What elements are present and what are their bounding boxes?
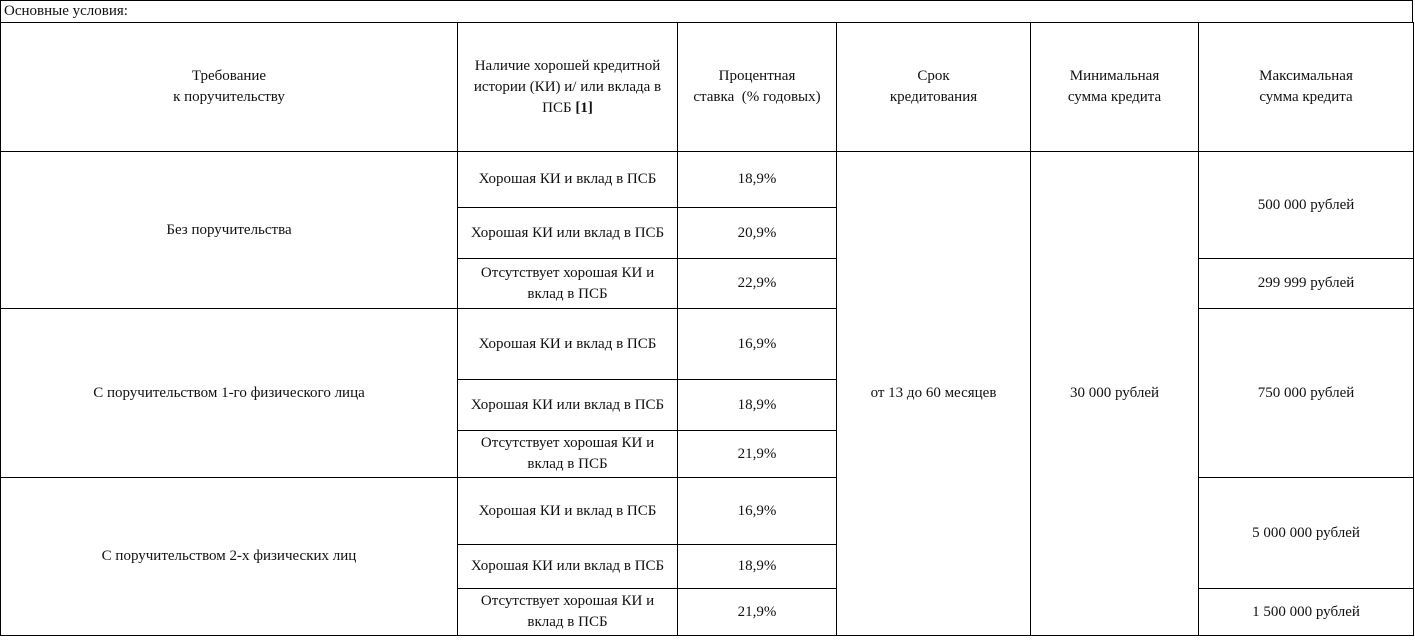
max-sum-cell: 750 000 рублей: [1199, 309, 1414, 478]
rate-cell: 18,9%: [678, 152, 837, 208]
rate-cell: 18,9%: [678, 380, 837, 431]
history-cell: Хорошая КИ или вклад в ПСБ: [458, 380, 678, 431]
rate-cell: 21,9%: [678, 589, 837, 636]
header-max-sum: Максимальная сумма кредита: [1199, 23, 1414, 152]
history-cell: Хорошая КИ и вклад в ПСБ: [458, 152, 678, 208]
table-row: [1, 152, 1414, 208]
rate-cell: 20,9%: [678, 208, 837, 259]
rate-cell: 18,9%: [678, 545, 837, 589]
header-min-sum: Минимальная сумма кредита: [1031, 23, 1199, 152]
history-cell: Отсутствует хорошая КИ и вклад в ПСБ: [458, 431, 678, 478]
max-sum-cell: 500 000 рублей: [1199, 152, 1414, 259]
rate-cell: 21,9%: [678, 431, 837, 478]
header-term: Срок кредитования: [837, 23, 1031, 152]
loan-conditions-table: [0, 22, 1414, 636]
min-sum-cell: 30 000 рублей: [1031, 152, 1199, 636]
history-cell: Отсутствует хорошая КИ и вклад в ПСБ: [458, 589, 678, 636]
rate-cell: 16,9%: [678, 478, 837, 545]
header-rate: Процентная ставка (% годовых): [678, 23, 837, 152]
table-caption: Основные условия:: [0, 0, 1413, 22]
rate-cell: 16,9%: [678, 309, 837, 380]
term-cell: от 13 до 60 месяцев: [837, 152, 1031, 636]
requirement-cell: Без поручительства: [1, 152, 458, 309]
table-row: [1, 309, 1414, 380]
max-sum-cell: 299 999 рублей: [1199, 259, 1414, 309]
header-row: [1, 23, 1414, 152]
header-requirement: Требование к поручительству: [1, 23, 458, 152]
history-cell: Хорошая КИ и вклад в ПСБ: [458, 478, 678, 545]
history-cell: Хорошая КИ и вклад в ПСБ: [458, 309, 678, 380]
history-cell: Хорошая КИ или вклад в ПСБ: [458, 208, 678, 259]
rate-cell: 22,9%: [678, 259, 837, 309]
footnote-ref[interactable]: [1]: [575, 99, 593, 116]
history-cell: Отсутствует хорошая КИ и вклад в ПСБ: [458, 259, 678, 309]
header-credit-history: Наличие хорошей кредитной истории (КИ) и/ или вклада в ПСБ [1]: [458, 23, 678, 152]
requirement-cell: С поручительством 2-х физических лиц: [1, 478, 458, 636]
history-cell: Хорошая КИ или вклад в ПСБ: [458, 545, 678, 589]
table-row: [1, 478, 1414, 545]
max-sum-cell: 5 000 000 рублей: [1199, 478, 1414, 589]
max-sum-cell: 1 500 000 рублей: [1199, 589, 1414, 636]
requirement-cell: С поручительством 1-го физического лица: [1, 309, 458, 478]
